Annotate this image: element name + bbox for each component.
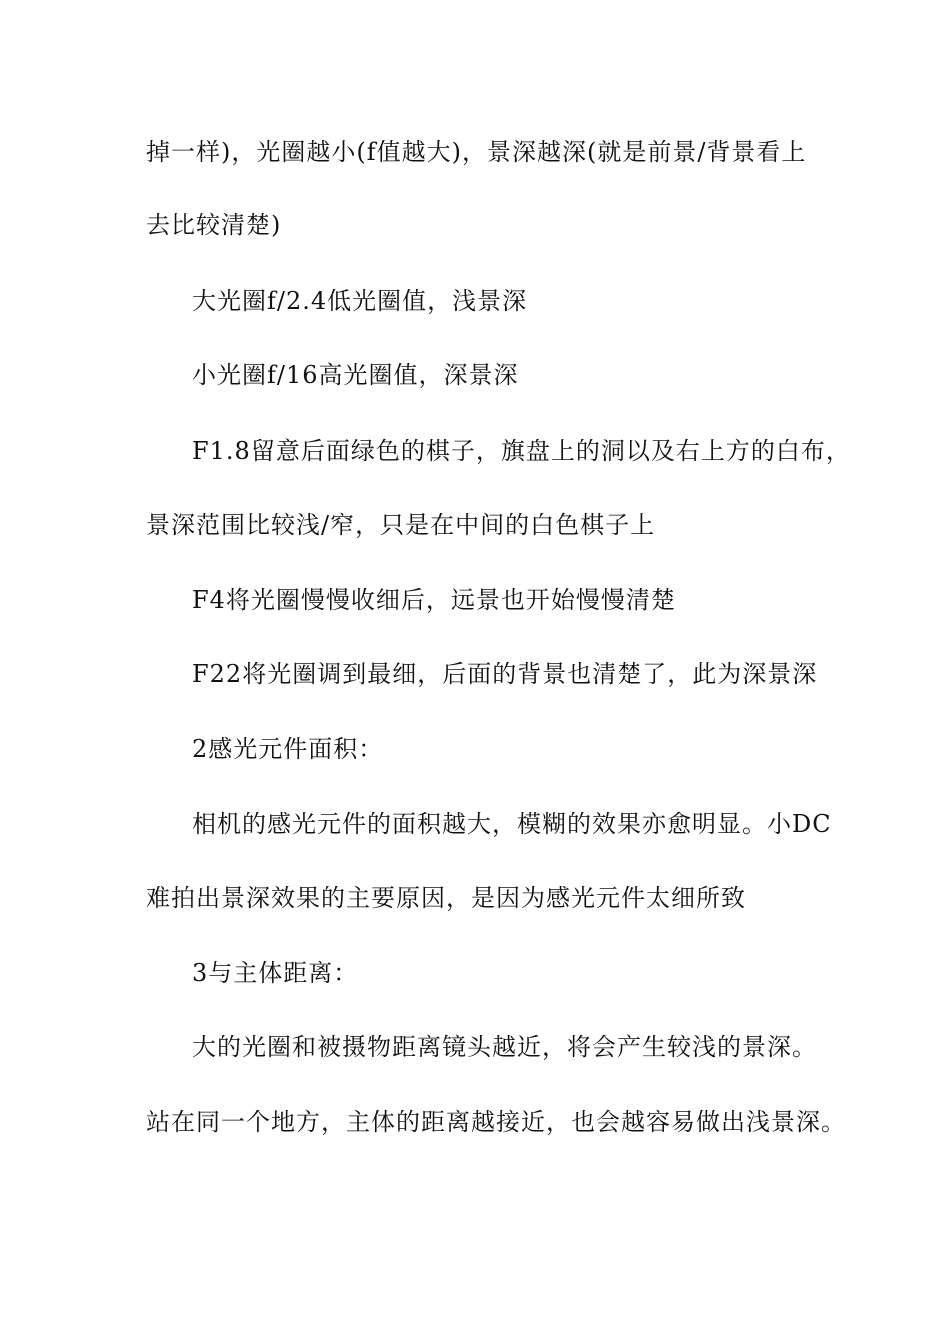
section-heading: 2感光元件面积： xyxy=(192,735,384,763)
text-line: 去比较清楚) xyxy=(146,211,282,239)
text-line: F1.8留意后面绿色的棋子，旗盘上的洞以及右上方的白布， xyxy=(192,437,851,465)
text-line: F4将光圈慢慢收细后，远景也开始慢慢清楚 xyxy=(192,586,676,614)
text-line: F22将光圈调到最细，后面的背景也清楚了，此为深景深 xyxy=(192,660,818,688)
text-line: 掉一样)，光圈越小(f值越大)，景深越深(就是前景/背景看上 xyxy=(146,138,807,166)
text-line: 小光圈f/16高光圈值，深景深 xyxy=(192,361,519,389)
text-line: 站在同一个地方，主体的距离越接近，也会越容易做出浅景深。 xyxy=(146,1108,846,1136)
text-line: 大光圈f/2.4低光圈值，浅景深 xyxy=(192,287,528,315)
text-line: 景深范围比较浅/窄，只是在中间的白色棋子上 xyxy=(146,511,656,539)
text-line: 相机的感光元件的面积越大，模糊的效果亦愈明显。小DC xyxy=(192,810,832,838)
text-line: 大的光圈和被摄物距离镜头越近，将会产生较浅的景深。 xyxy=(192,1033,817,1061)
text-line: 难拍出景深效果的主要原因，是因为感光元件太细所致 xyxy=(146,884,746,912)
section-heading: 3与主体距离： xyxy=(192,959,359,987)
